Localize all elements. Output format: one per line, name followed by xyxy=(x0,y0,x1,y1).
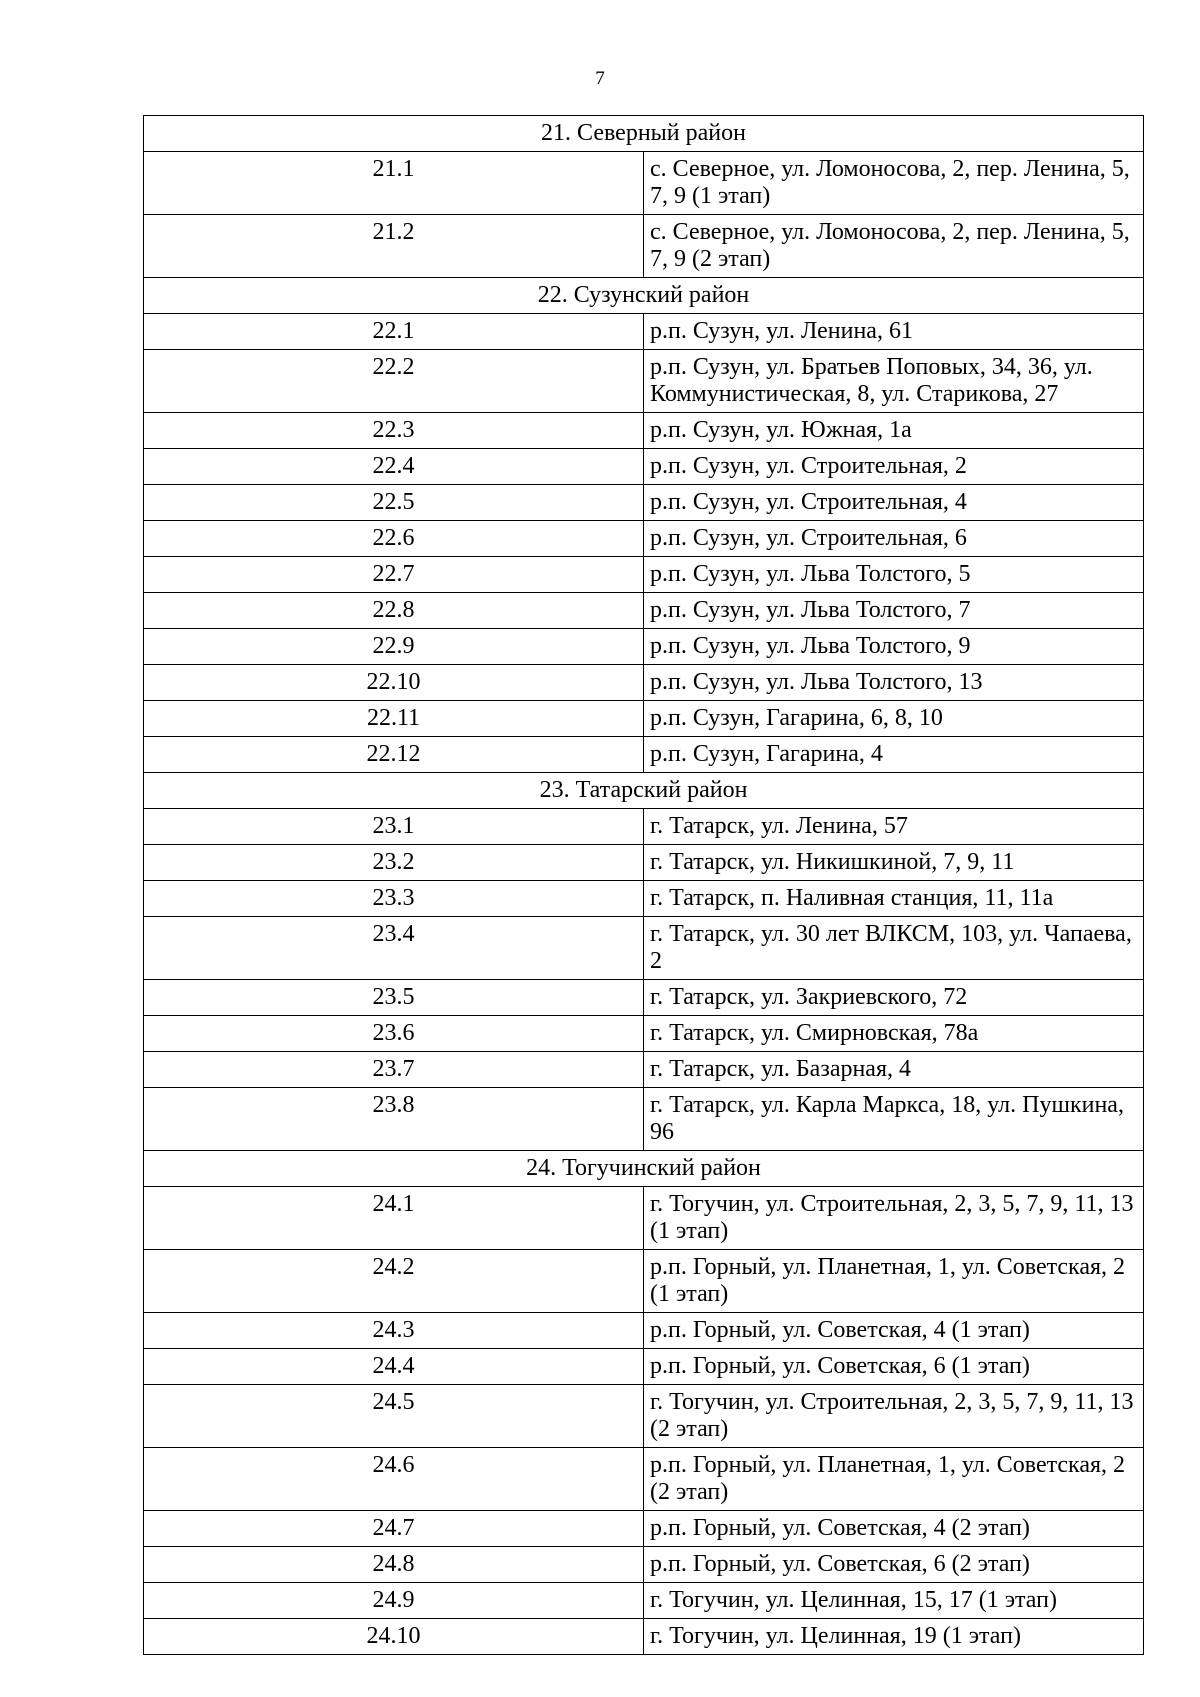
row-address: г. Татарск, ул. 30 лет ВЛКСМ, 103, ул. Чапаева, 2 xyxy=(644,917,1144,980)
row-address: г. Татарск, п. Наливная станция, 11, 11а xyxy=(644,881,1144,917)
row-address: р.п. Горный, ул. Планетная, 1, ул. Советская, 2 (1 этап) xyxy=(644,1250,1144,1313)
table-row xyxy=(144,215,1144,278)
section-header-row xyxy=(144,116,1144,152)
row-number: 23.7 xyxy=(144,1052,644,1088)
row-number: 23.4 xyxy=(144,917,644,980)
row-address: г. Татарск, ул. Никишкиной, 7, 9, 11 xyxy=(644,845,1144,881)
table-row xyxy=(144,917,1144,980)
row-number: 22.4 xyxy=(144,449,644,485)
row-number: 24.7 xyxy=(144,1511,644,1547)
address-table-body xyxy=(144,116,1144,1655)
row-address: р.п. Горный, ул. Советская, 4 (2 этап) xyxy=(644,1511,1144,1547)
row-address: р.п. Сузун, ул. Льва Толстого, 9 xyxy=(644,629,1144,665)
table-row xyxy=(144,314,1144,350)
table-row xyxy=(144,521,1144,557)
table-row xyxy=(144,152,1144,215)
table-row xyxy=(144,1349,1144,1385)
row-number: 23.2 xyxy=(144,845,644,881)
section-title: 22. Сузунский район xyxy=(144,278,1144,314)
table-row xyxy=(144,881,1144,917)
table-row xyxy=(144,845,1144,881)
row-address: р.п. Сузун, ул. Строительная, 2 xyxy=(644,449,1144,485)
row-address: г. Татарск, ул. Смирновская, 78а xyxy=(644,1016,1144,1052)
table-row xyxy=(144,701,1144,737)
row-number: 22.12 xyxy=(144,737,644,773)
table-row xyxy=(144,1250,1144,1313)
table-row xyxy=(144,1583,1144,1619)
row-number: 22.2 xyxy=(144,350,644,413)
section-title: 21. Северный район xyxy=(144,116,1144,152)
row-number: 21.2 xyxy=(144,215,644,278)
table-row xyxy=(144,1088,1144,1151)
row-number: 24.9 xyxy=(144,1583,644,1619)
row-number: 24.10 xyxy=(144,1619,644,1655)
row-number: 24.2 xyxy=(144,1250,644,1313)
row-number: 22.11 xyxy=(144,701,644,737)
row-address: г. Татарск, ул. Базарная, 4 xyxy=(644,1052,1144,1088)
table-row xyxy=(144,1385,1144,1448)
table-row xyxy=(144,1619,1144,1655)
row-address: р.п. Сузун, Гагарина, 4 xyxy=(644,737,1144,773)
table-row xyxy=(144,1313,1144,1349)
table-row xyxy=(144,1052,1144,1088)
table-row xyxy=(144,629,1144,665)
section-header-row xyxy=(144,1151,1144,1187)
row-number: 22.10 xyxy=(144,665,644,701)
row-number: 24.4 xyxy=(144,1349,644,1385)
row-number: 23.3 xyxy=(144,881,644,917)
row-address: р.п. Сузун, ул. Южная, 1а xyxy=(644,413,1144,449)
row-address: г. Тогучин, ул. Целинная, 15, 17 (1 этап) xyxy=(644,1583,1144,1619)
row-number: 24.5 xyxy=(144,1385,644,1448)
section-header-row xyxy=(144,773,1144,809)
row-number: 21.1 xyxy=(144,152,644,215)
table-row xyxy=(144,593,1144,629)
row-number: 24.3 xyxy=(144,1313,644,1349)
row-address: г. Тогучин, ул. Строительная, 2, 3, 5, 7, 9, 11, 13 (1 этап) xyxy=(644,1187,1144,1250)
row-address: г. Татарск, ул. Закриевского, 72 xyxy=(644,980,1144,1016)
row-number: 23.6 xyxy=(144,1016,644,1052)
row-number: 22.3 xyxy=(144,413,644,449)
row-number: 24.8 xyxy=(144,1547,644,1583)
row-number: 22.6 xyxy=(144,521,644,557)
page-number: 7 xyxy=(595,68,605,89)
section-title: 24. Тогучинский район xyxy=(144,1151,1144,1187)
row-address: р.п. Сузун, ул. Ленина, 61 xyxy=(644,314,1144,350)
row-number: 22.5 xyxy=(144,485,644,521)
table-row xyxy=(144,809,1144,845)
row-address: г. Татарск, ул. Карла Маркса, 18, ул. Пушкина, 96 xyxy=(644,1088,1144,1151)
section-header-row xyxy=(144,278,1144,314)
section-title: 23. Татарский район xyxy=(144,773,1144,809)
row-address: р.п. Сузун, ул. Братьев Поповых, 34, 36, ул. Коммунистическая, 8, ул. Старикова, 27 xyxy=(644,350,1144,413)
row-address: р.п. Сузун, ул. Льва Толстого, 5 xyxy=(644,557,1144,593)
table-row xyxy=(144,1448,1144,1511)
row-address: г. Тогучин, ул. Строительная, 2, 3, 5, 7, 9, 11, 13 (2 этап) xyxy=(644,1385,1144,1448)
row-address: р.п. Сузун, ул. Строительная, 4 xyxy=(644,485,1144,521)
table-row xyxy=(144,485,1144,521)
table-row xyxy=(144,449,1144,485)
table-row xyxy=(144,1016,1144,1052)
row-number: 23.1 xyxy=(144,809,644,845)
row-number: 22.1 xyxy=(144,314,644,350)
row-address: р.п. Сузун, ул. Льва Толстого, 13 xyxy=(644,665,1144,701)
row-address: р.п. Горный, ул. Советская, 4 (1 этап) xyxy=(644,1313,1144,1349)
row-address: г. Тогучин, ул. Целинная, 19 (1 этап) xyxy=(644,1619,1144,1655)
row-address: с. Северное, ул. Ломоносова, 2, пер. Ленина, 5, 7, 9 (1 этап) xyxy=(644,152,1144,215)
address-table xyxy=(143,115,1144,1655)
table-row xyxy=(144,1547,1144,1583)
row-address: р.п. Сузун, Гагарина, 6, 8, 10 xyxy=(644,701,1144,737)
row-number: 22.7 xyxy=(144,557,644,593)
table-row xyxy=(144,413,1144,449)
table-row xyxy=(144,350,1144,413)
table-row xyxy=(144,1187,1144,1250)
row-number: 23.5 xyxy=(144,980,644,1016)
row-number: 22.8 xyxy=(144,593,644,629)
row-address: р.п. Горный, ул. Советская, 6 (1 этап) xyxy=(644,1349,1144,1385)
table-row xyxy=(144,1511,1144,1547)
row-address: г. Татарск, ул. Ленина, 57 xyxy=(644,809,1144,845)
row-address: р.п. Горный, ул. Советская, 6 (2 этап) xyxy=(644,1547,1144,1583)
row-address: р.п. Горный, ул. Планетная, 1, ул. Советская, 2 (2 этап) xyxy=(644,1448,1144,1511)
row-number: 24.1 xyxy=(144,1187,644,1250)
row-number: 24.6 xyxy=(144,1448,644,1511)
table-row xyxy=(144,557,1144,593)
table-row xyxy=(144,980,1144,1016)
row-number: 23.8 xyxy=(144,1088,644,1151)
table-row xyxy=(144,737,1144,773)
table-row xyxy=(144,665,1144,701)
row-address: р.п. Сузун, ул. Льва Толстого, 7 xyxy=(644,593,1144,629)
row-address: р.п. Сузун, ул. Строительная, 6 xyxy=(644,521,1144,557)
row-address: с. Северное, ул. Ломоносова, 2, пер. Ленина, 5, 7, 9 (2 этап) xyxy=(644,215,1144,278)
row-number: 22.9 xyxy=(144,629,644,665)
